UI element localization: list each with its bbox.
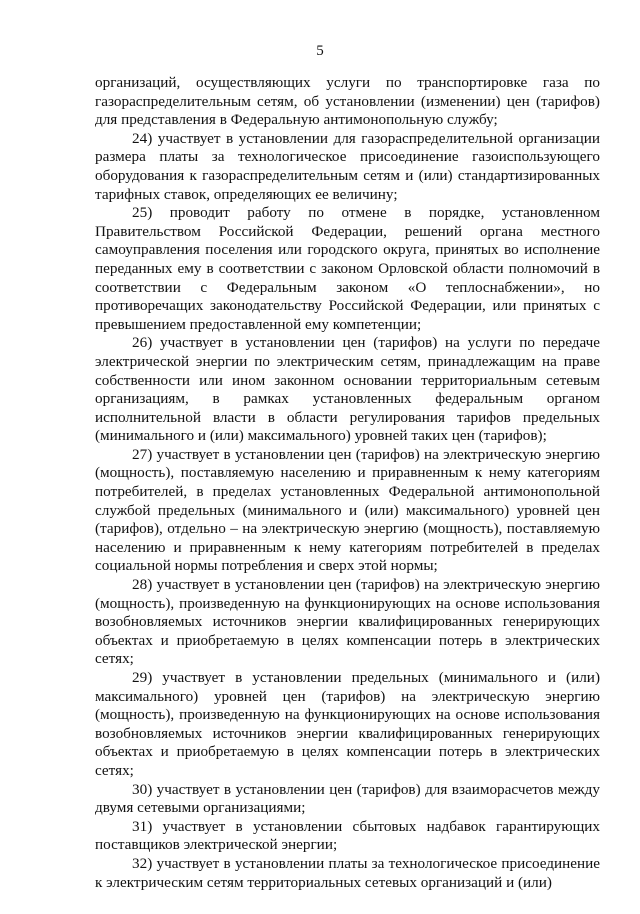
paragraph-item-26: 26) участвует в установлении цен (тарифов) на услуги по передаче электрической энергии по электрическим сетям, принадлежащим на праве собственности или ином законном основании территориальным сетевым организациям, в рамках установленных федеральным органом исполнительной власти в области регулирования тарифов предельных (минимального и (или) максимального) уровней таких цен (тарифов); [95, 334, 600, 445]
paragraph-item-28: 28) участвует в установлении цен (тарифов) на электрическую энергию (мощность), произведенную на функционирующих на основе использования возобновляемых источников энергии квалифицированных генерирующих объектах и приобретаемую в целях компенсации потерь в электрических сетях; [95, 576, 600, 668]
paragraph-item-30: 30) участвует в установлении цен (тарифов) для взаиморасчетов между двумя сетевыми организациями; [95, 780, 600, 817]
paragraph-item-29: 29) участвует в установлении предельных (минимального и (или) максимального) уровней цен (тарифов) на электрическую энергию (мощность), произведенную на функционирующих на основе использования возобновляемых источников энергии квалифицированных генерирующих объектах и приобретаемую в целях компенсации потерь в электрических сетях; [95, 669, 600, 779]
paragraph-item-25: 25) проводит работу по отмене в порядке, установленном Правительством Российской Федерации, решений органа местного самоуправления поселения или городского округа, принятых во исполнение переданных ему в соответствии с законом Орловской области полномочий в соответствии с Федеральным законом «О теплоснабжении», но противоречащих законодательству Российской Федерации, или принятых с превышением предоставленной ему компетенции; [95, 204, 600, 333]
page-number: 5 [316, 43, 324, 59]
document-body [95, 74, 600, 892]
paragraph-item-31: 31) участвует в установлении сбытовых надбавок гарантирующих поставщиков электрической энергии; [95, 817, 600, 854]
paragraph-item-24: 24) участвует в установлении для газораспределительной организации размера платы за технологическое присоединение газоиспользующего оборудования к газораспределительным сетям и (или) стандартизированных тарифных ставок, определяющих ее величину; [95, 129, 600, 203]
paragraph-item-32: 32) участвует в установлении платы за технологическое присоединение к электрическим сетям территориальных сетевых организаций и (или) [95, 854, 600, 891]
paragraph-item-27: 27) участвует в установлении цен (тарифов) на электрическую энергию (мощность), поставляемую населению и приравненным к нему категориям потребителей, в пределах установленных Федеральной антимонопольной службой предельных (минимального и (или) максимального) уровней цен (тарифов), отдельно – на электрическую энергию (мощность), поставляемую населению и приравненным к нему категориям потребителей в пределах социальной нормы потребления и сверх этой нормы; [95, 445, 600, 575]
paragraph-continuation: организаций, осуществляющих услуги по транспортировке газа по газораспределительным сетям, об установлении (изменении) цен (тарифов) для представления в Федеральную антимонопольную службу; [95, 74, 600, 129]
